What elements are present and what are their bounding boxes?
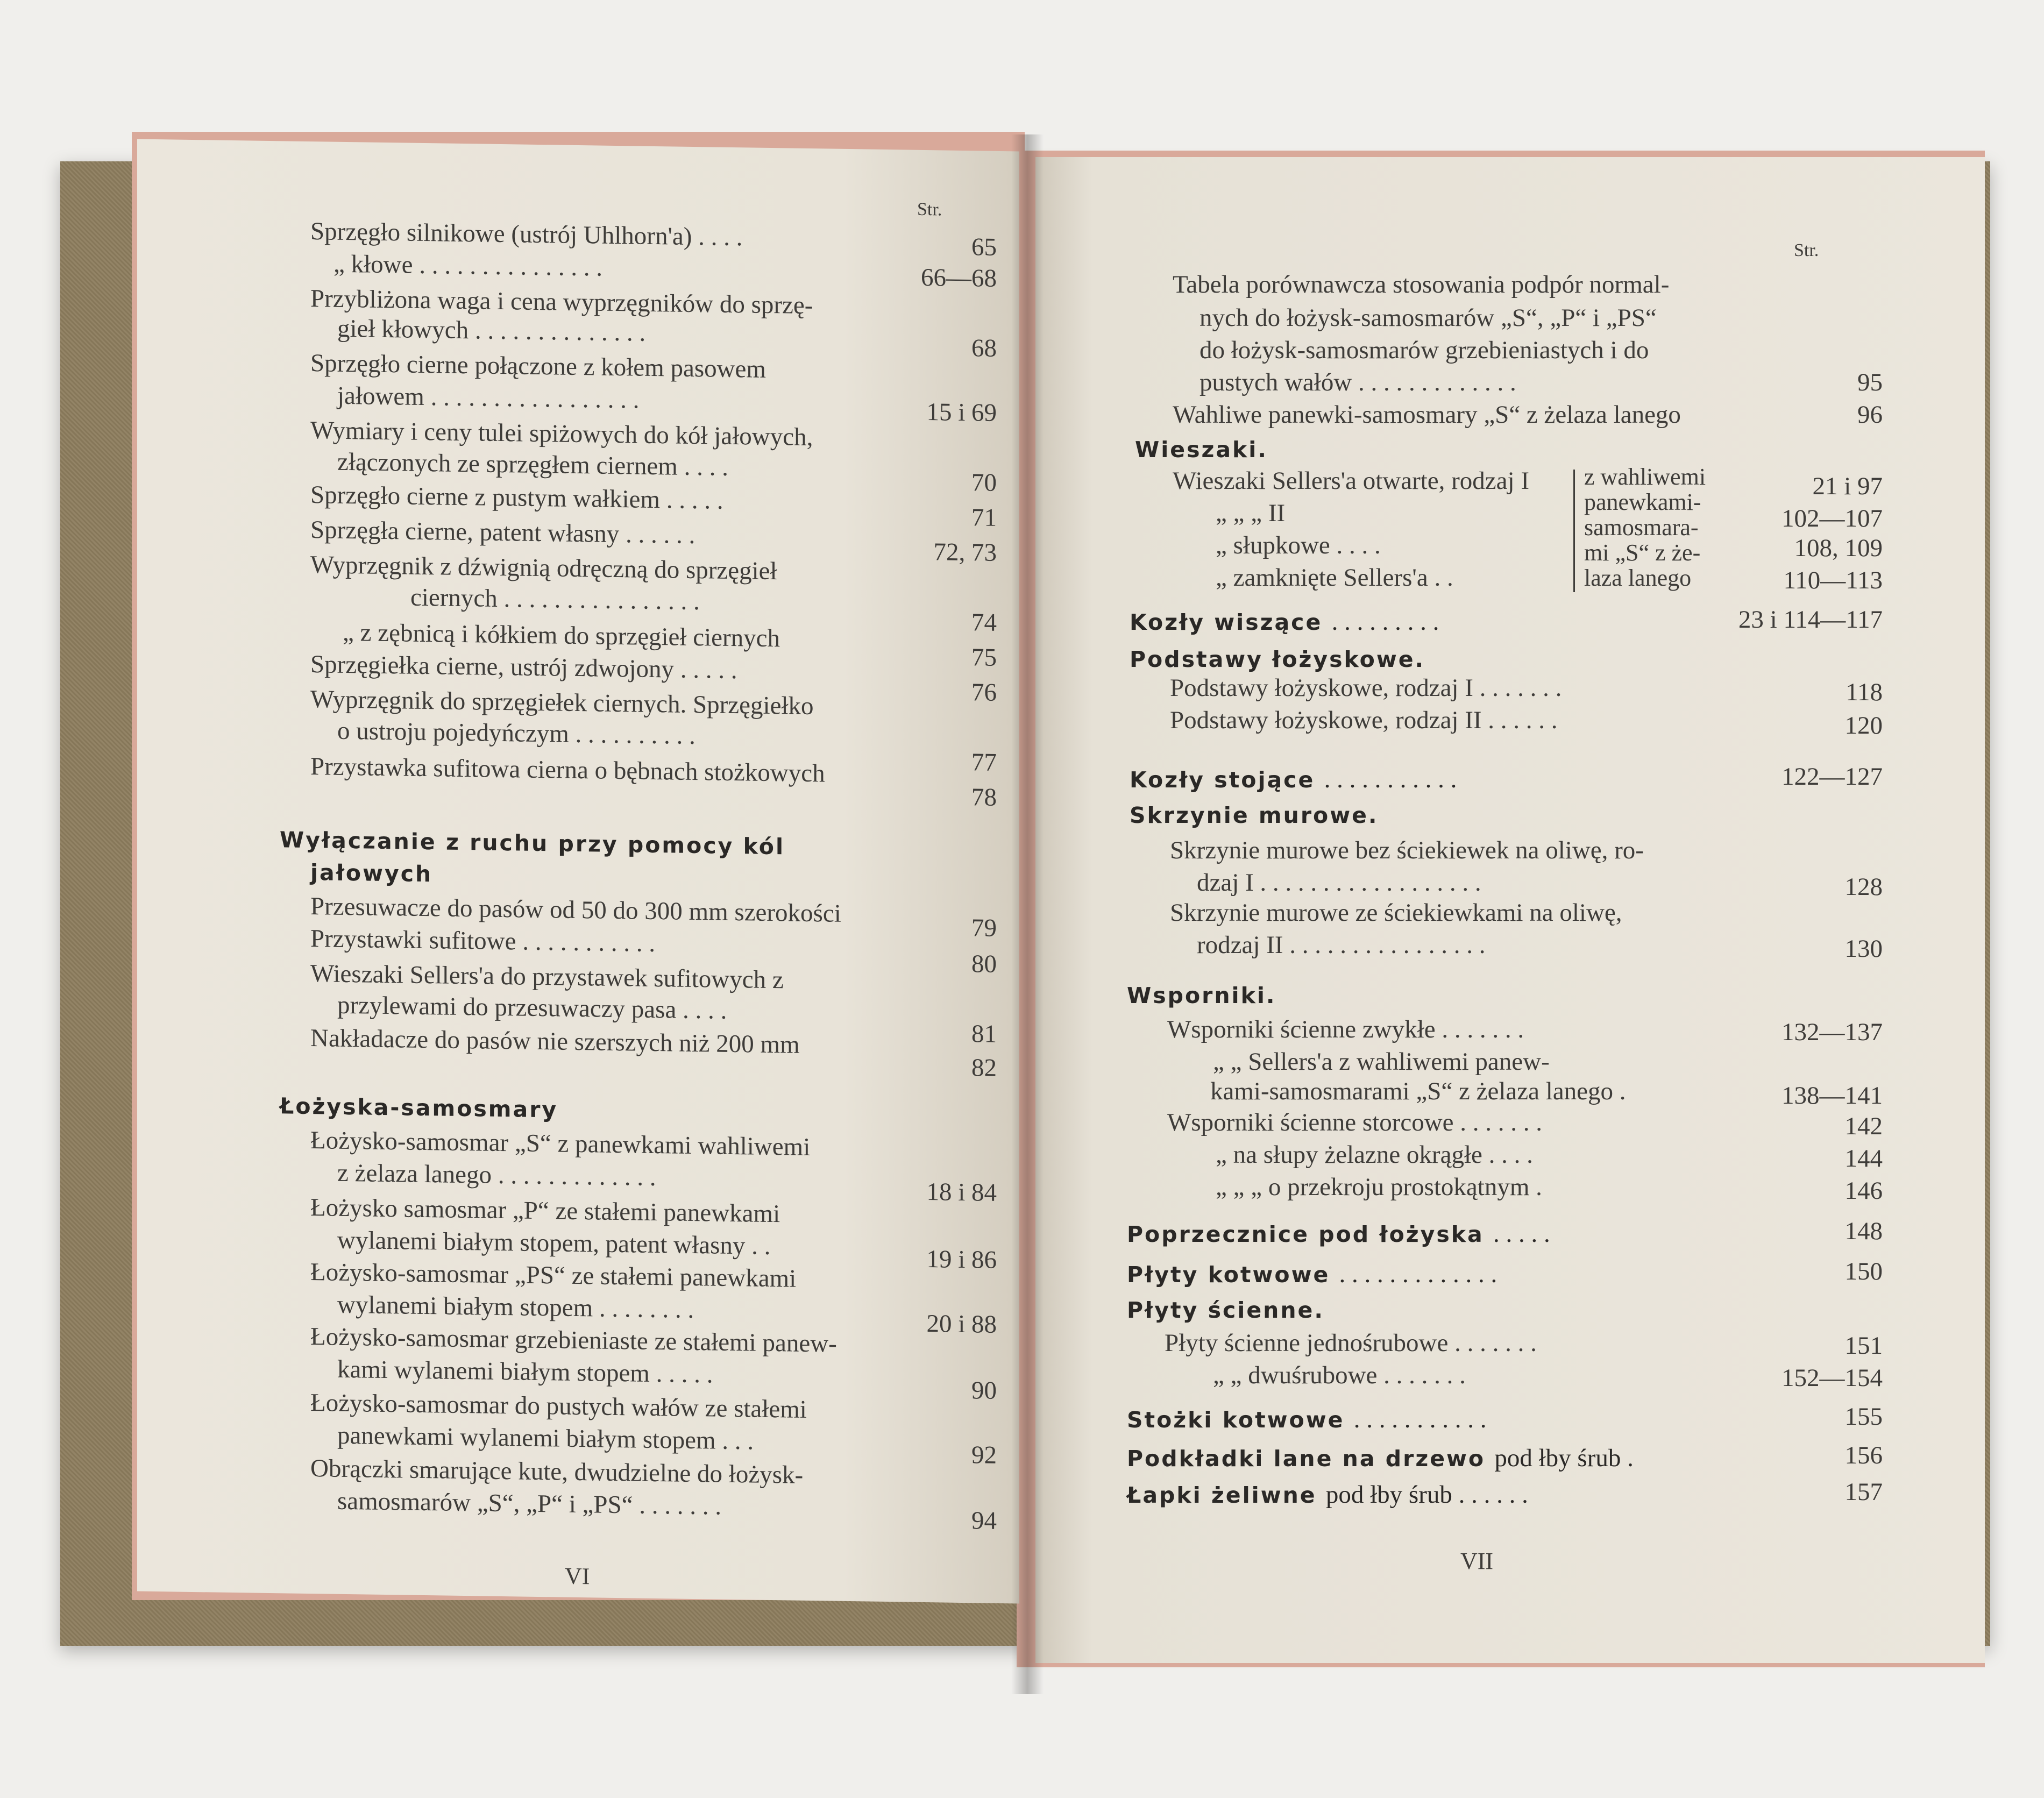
toc-entry: Skrzynie murowe ze ściekiewkami na oliwę, bbox=[1170, 899, 1622, 927]
toc-page: 78 bbox=[971, 783, 997, 812]
toc-entry: kami-samosmarami „S“ z żelaza lanego . bbox=[1210, 1077, 1626, 1105]
toc-entry: przylewami do przesuwaczy pasa . . . . bbox=[337, 991, 727, 1025]
toc-page: 81 bbox=[971, 1020, 997, 1048]
toc-page: 72, 73 bbox=[933, 538, 997, 567]
section-title: Wyłączanie z ruchu przy pomocy kól bbox=[280, 827, 785, 860]
toc-page: 94 bbox=[971, 1506, 997, 1535]
toc-entry: Łożysko-samosmar do pustych wałów ze stałemi bbox=[310, 1389, 807, 1424]
toc-entry: Wsporniki ścienne storcowe . . . . . . . bbox=[1167, 1108, 1543, 1136]
section-title-text: Podkładki lane na drzewo bbox=[1127, 1446, 1486, 1472]
leader-dots: . . . . . . . . . . . . . bbox=[1339, 1260, 1497, 1288]
right-page bbox=[1035, 157, 1985, 1663]
brace-left bbox=[1573, 470, 1582, 592]
toc-entry: Przybliżona waga i cena wyprzęgników do sprzę- bbox=[310, 285, 813, 320]
brace-note: z wahliwemi bbox=[1584, 464, 1706, 490]
toc-entry: Nakładacze do pasów nie szerszych niż 200 mm bbox=[310, 1024, 800, 1059]
toc-entry: dzaj I . . . . . . . . . . . . . . . . . . bbox=[1197, 869, 1481, 897]
toc-entry: Wieszaki Sellers'a do przystawek sufitowych z bbox=[310, 960, 784, 994]
toc-page: 110—113 bbox=[1783, 566, 1883, 594]
toc-entry: Wahliwe panewki-samosmary „S“ z żelaza lanego bbox=[1173, 401, 1681, 429]
section-title: Skrzynie murowe. bbox=[1130, 802, 1379, 828]
section-title: jałowych bbox=[310, 859, 433, 887]
toc-entry: Sprzęgiełka cierne, ustrój zdwojony . . . . . bbox=[310, 650, 737, 685]
toc-entry: Sprzęgło silnikowe (ustrój Uhlhorn'a) . . . . bbox=[310, 217, 743, 252]
page-number: VII bbox=[1460, 1548, 1494, 1574]
toc-page: 122—127 bbox=[1782, 763, 1883, 791]
brace-note: panewkami- bbox=[1584, 489, 1701, 515]
toc-page: 108, 109 bbox=[1794, 534, 1883, 562]
section-title-text: Kozły wiszące bbox=[1130, 609, 1323, 635]
toc-entry: z żelaza lanego . . . . . . . . . . . . . bbox=[337, 1159, 656, 1192]
toc-page: 120 bbox=[1844, 712, 1883, 740]
toc-page: 96 bbox=[1857, 401, 1883, 429]
toc-entry: Wyprzęgnik z dźwignią odręczną do sprzęgieł bbox=[310, 551, 777, 586]
toc-page: 21 i 97 bbox=[1812, 472, 1883, 500]
section-title: Wsporniki. bbox=[1127, 983, 1276, 1008]
brace-note: mi „S“ z że- bbox=[1584, 539, 1701, 566]
toc-entry: Sprzęgła cierne, patent własny . . . . . . bbox=[310, 516, 695, 550]
toc-page: 144 bbox=[1844, 1145, 1883, 1172]
toc-entry: Wieszaki Sellers'a otwarte, rodzaj I bbox=[1173, 467, 1529, 495]
toc-entry: ciernych . . . . . . . . . . . . . . . . bbox=[410, 583, 700, 616]
toc-page: 15 i 69 bbox=[926, 398, 997, 427]
toc-entry: wylanemi białym stopem, patent własny . . bbox=[337, 1226, 771, 1260]
toc-entry: „ „ „ o przekroju prostokątnym . bbox=[1216, 1173, 1542, 1201]
section-title-rest: pod łby śrub . . . . . . bbox=[1325, 1481, 1528, 1509]
section-title bbox=[1130, 607, 1439, 636]
section-title bbox=[1127, 1219, 1550, 1248]
toc-page: 74 bbox=[971, 608, 997, 637]
toc-entry: Przystawka sufitowa cierna o bębnach stożkowych bbox=[310, 752, 825, 788]
toc-entry: Łożysko-samosmar grzebieniaste ze stałemi panew- bbox=[310, 1323, 837, 1358]
toc-page: 102—107 bbox=[1782, 504, 1883, 532]
toc-entry: Sprzęgło cierne połączone z kołem pasowem bbox=[310, 349, 766, 383]
toc-entry: Skrzynie murowe bez ściekiewek na oliwę, ro- bbox=[1170, 836, 1644, 864]
toc-page: 65 bbox=[971, 233, 997, 261]
brace-note: samosmara- bbox=[1584, 514, 1699, 541]
toc-entry: „ „ Sellers'a z wahliwemi panew- bbox=[1213, 1048, 1550, 1076]
toc-entry: panewkami wylanemi białym stopem . . . bbox=[337, 1421, 754, 1455]
toc-page: 138—141 bbox=[1782, 1082, 1883, 1110]
section-title-text: Łapki żeliwne bbox=[1127, 1482, 1317, 1508]
toc-page: 150 bbox=[1844, 1257, 1883, 1285]
leader-dots: . . . . . bbox=[1493, 1220, 1550, 1248]
toc-entry: rodzaj II . . . . . . . . . . . . . . . . bbox=[1197, 931, 1486, 959]
toc-page: 151 bbox=[1844, 1332, 1883, 1360]
toc-page: 82 bbox=[971, 1054, 997, 1082]
section-title bbox=[1130, 765, 1457, 794]
toc-entry: kami wylanemi białym stopem . . . . . bbox=[337, 1355, 713, 1389]
toc-entry: Obrączki smarujące kute, dwudzielne do łożysk- bbox=[310, 1454, 804, 1489]
toc-page: 130 bbox=[1844, 935, 1883, 963]
toc-entry: „ słupkowe . . . . bbox=[1216, 531, 1381, 559]
section-title bbox=[1127, 1405, 1486, 1434]
section-title bbox=[1127, 1480, 1528, 1509]
section-title: Łożyska-samosmary bbox=[280, 1093, 558, 1123]
toc-page: 148 bbox=[1844, 1217, 1883, 1245]
toc-page: 95 bbox=[1857, 368, 1883, 396]
section-title-text: Poprzecznice pod łożyska bbox=[1127, 1221, 1484, 1247]
toc-entry: pustych wałów . . . . . . . . . . . . . bbox=[1200, 368, 1516, 396]
toc-page: 19 i 86 bbox=[926, 1245, 997, 1274]
leader-dots: . . . . . . . . . bbox=[1331, 608, 1439, 636]
section-title bbox=[1127, 1260, 1497, 1289]
toc-page: 23 i 114—117 bbox=[1738, 606, 1883, 634]
toc-entry: Płyty ścienne jednośrubowe . . . . . . . bbox=[1165, 1329, 1537, 1357]
toc-page: 155 bbox=[1844, 1403, 1883, 1431]
toc-entry: Wyprzęgnik do sprzęgiełek ciernych. Sprzęgiełko bbox=[310, 685, 814, 721]
toc-entry: o ustroju pojedyńczym . . . . . . . . . . bbox=[337, 716, 695, 750]
toc-entry: jałowem . . . . . . . . . . . . . . . . . bbox=[337, 381, 640, 414]
toc-page: 79 bbox=[971, 914, 997, 942]
toc-page: 146 bbox=[1844, 1177, 1883, 1205]
toc-page: 76 bbox=[971, 678, 997, 707]
page-number: VI bbox=[565, 1562, 590, 1590]
section-title-text: Płyty kotwowe bbox=[1127, 1262, 1330, 1288]
toc-entry: „ „ dwuśrubowe . . . . . . . bbox=[1213, 1361, 1466, 1389]
toc-entry: Łożysko-samosmar „S“ z panewkami wahliwemi bbox=[310, 1126, 811, 1162]
section-title-text: Stożki kotwowe bbox=[1127, 1407, 1345, 1433]
toc-entry: Tabela porównawcza stosowania podpór normal- bbox=[1173, 271, 1670, 299]
section-title: Wieszaki. bbox=[1135, 437, 1268, 463]
section-title: Podstawy łożyskowe. bbox=[1130, 646, 1425, 672]
toc-page: 157 bbox=[1844, 1478, 1883, 1506]
toc-entry: do łożysk-samosmarów grzebieniastych i do bbox=[1200, 336, 1649, 364]
toc-page: 80 bbox=[971, 950, 997, 978]
section-title-rest: pod łby śrub . bbox=[1494, 1444, 1634, 1472]
section-title-text: Kozły stojące bbox=[1130, 767, 1315, 793]
toc-page: 68 bbox=[971, 334, 997, 363]
toc-page: 118 bbox=[1846, 678, 1883, 706]
toc-page: 90 bbox=[971, 1376, 997, 1405]
toc-page: 66—68 bbox=[921, 263, 997, 293]
toc-entry: Wymiary i ceny tulei spiżowych do kół jałowych, bbox=[310, 416, 813, 452]
section-title: Płyty ścienne. bbox=[1127, 1297, 1324, 1323]
toc-entry: „ z zębnicą i kółkiem do sprzęgieł ciernych bbox=[343, 618, 780, 653]
toc-entry: Przystawki sufitowe . . . . . . . . . . . bbox=[310, 925, 655, 957]
toc-page: 128 bbox=[1844, 873, 1883, 901]
toc-entry: Wsporniki ścienne zwykłe . . . . . . . bbox=[1167, 1015, 1524, 1043]
toc-entry: samosmarów „S“, „P“ i „PS“ . . . . . . . bbox=[337, 1487, 722, 1520]
toc-entry: złączonych ze sprzęgłem ciernem . . . . bbox=[337, 447, 728, 481]
toc-entry: „ „ „ II bbox=[1216, 499, 1286, 527]
toc-page: 77 bbox=[971, 748, 997, 777]
toc-page: 152—154 bbox=[1782, 1364, 1883, 1392]
toc-page: 20 i 88 bbox=[926, 1310, 997, 1339]
toc-page: 92 bbox=[971, 1441, 997, 1469]
left-page bbox=[137, 139, 1019, 1604]
leader-dots: . . . . . . . . . . . bbox=[1324, 765, 1457, 793]
toc-entry: Łożysko samosmar „P“ ze stałemi panewkami bbox=[310, 1193, 780, 1228]
toc-page: 71 bbox=[971, 503, 997, 532]
toc-page: 132—137 bbox=[1782, 1018, 1883, 1046]
toc-page: 142 bbox=[1844, 1112, 1883, 1140]
toc-entry: „ kłowe . . . . . . . . . . . . . . . bbox=[333, 250, 602, 282]
toc-page: 70 bbox=[971, 468, 997, 497]
toc-entry: Podstawy łożyskowe, rodzaj I . . . . . . . bbox=[1170, 674, 1562, 702]
toc-entry: Przesuwacze do pasów od 50 do 300 mm szerokości bbox=[310, 892, 841, 928]
toc-entry: gieł kłowych . . . . . . . . . . . . . . bbox=[337, 314, 646, 347]
gutter-shadow bbox=[1011, 134, 1044, 1694]
toc-entry: Łożysko-samosmar „PS“ ze stałemi panewkami bbox=[310, 1258, 797, 1293]
toc-entry: wylanemi białym stopem . . . . . . . . bbox=[337, 1290, 694, 1324]
toc-entry: „ na słupy żelazne okrągłe . . . . bbox=[1216, 1141, 1533, 1169]
toc-page: 18 i 84 bbox=[926, 1178, 997, 1207]
toc-page: 75 bbox=[971, 643, 997, 672]
str-header: Str. bbox=[917, 199, 942, 220]
brace-note: laza lanego bbox=[1584, 565, 1692, 591]
toc-page: 156 bbox=[1844, 1441, 1883, 1469]
toc-entry: Podstawy łożyskowe, rodzaj II . . . . . . bbox=[1170, 706, 1558, 734]
toc-entry: „ zamknięte Sellers'a . . bbox=[1216, 564, 1453, 592]
str-header: Str. bbox=[1794, 240, 1819, 260]
toc-entry: nych do łożysk-samosmarów „S“, „P“ i „PS“ bbox=[1200, 304, 1657, 332]
leader-dots: . . . . . . . . . . . bbox=[1353, 1405, 1487, 1433]
toc-entry: Sprzęgło cierne z pustym wałkiem . . . . . bbox=[310, 481, 723, 515]
section-title bbox=[1127, 1444, 1634, 1473]
